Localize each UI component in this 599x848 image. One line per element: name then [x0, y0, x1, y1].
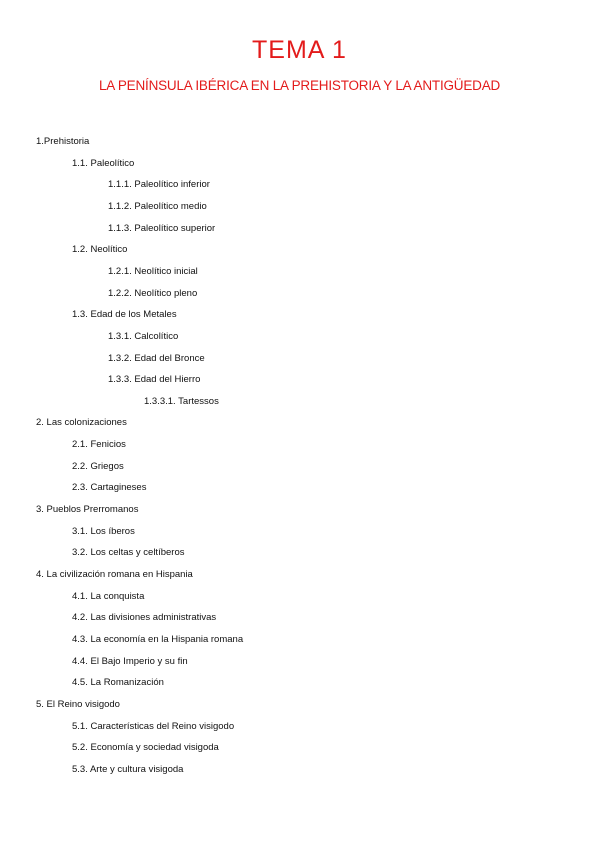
toc-entry-level-1: 4.2. Las divisiones administrativas [72, 612, 217, 624]
toc-entry-level-2: 1.2.2. Neolítico pleno [108, 287, 198, 299]
toc-entry-level-1: 2.2. Griegos [72, 460, 124, 472]
toc-entry-level-1: 3.1. Los íberos [72, 525, 135, 537]
page-subtitle: LA PENÍNSULA IBÉRICA EN LA PREHISTORIA Y LA ANTIGÜEDAD [98, 78, 501, 93]
toc-entry-level-2: 1.1.2. Paleolítico medio [108, 200, 207, 212]
toc-entry-level-2: 1.3.3. Edad del Hierro [108, 374, 201, 386]
toc-entry-level-1: 2.1. Fenicios [72, 439, 126, 451]
toc-entry-level-2: 1.3.2. Edad del Bronce [108, 352, 205, 364]
toc-entry-level-2: 1.1.3. Paleolítico superior [108, 222, 216, 234]
toc-entry-level-0: 5. El Reino visigodo [36, 698, 120, 710]
toc-entry-level-0: 3. Pueblos Prerromanos [36, 504, 139, 516]
toc-entry-level-1: 1.1. Paleolítico [72, 157, 135, 169]
page-title: TEMA 1 [252, 36, 347, 64]
toc-entry-level-2: 1.3.1. Calcolítico [108, 330, 179, 342]
toc-entry-level-2: 1.2.1. Neolítico inicial [108, 265, 198, 277]
toc-entry-level-3: 1.3.3.1. Tartessos [144, 395, 219, 407]
toc-entry-level-1: 4.1. La conquista [72, 590, 145, 602]
toc-entry-level-0: 4. La civilización romana en Hispania [36, 569, 193, 580]
toc-entry-level-1: 3.2. Los celtas y celtíberos [72, 547, 185, 559]
toc-entry-level-1: 4.3. La economía en la Hispania romana [72, 633, 244, 645]
toc-entry-level-0: 1.Prehistoria [36, 136, 90, 147]
toc-entry-level-1: 5.1. Características del Reino visigodo [72, 720, 235, 732]
toc-entry-level-1: 5.3. Arte y cultura visigoda [72, 763, 184, 775]
toc-entry-level-1: 1.2. Neolítico [72, 244, 128, 256]
toc-entry-level-2: 1.1.1. Paleolítico inferior [108, 179, 210, 191]
toc-entry-level-0: 2. Las colonizaciones [36, 417, 127, 429]
toc-entry-level-1: 1.3. Edad de los Metales [72, 309, 177, 321]
toc-entry-level-1: 5.2. Economía y sociedad visigoda [72, 742, 219, 754]
toc-entry-level-1: 4.5. La Romanización [72, 677, 164, 689]
toc-entry-level-1: 4.4. El Bajo Imperio y su fin [72, 655, 188, 667]
toc-entry-level-1: 2.3. Cartagineses [72, 482, 147, 494]
